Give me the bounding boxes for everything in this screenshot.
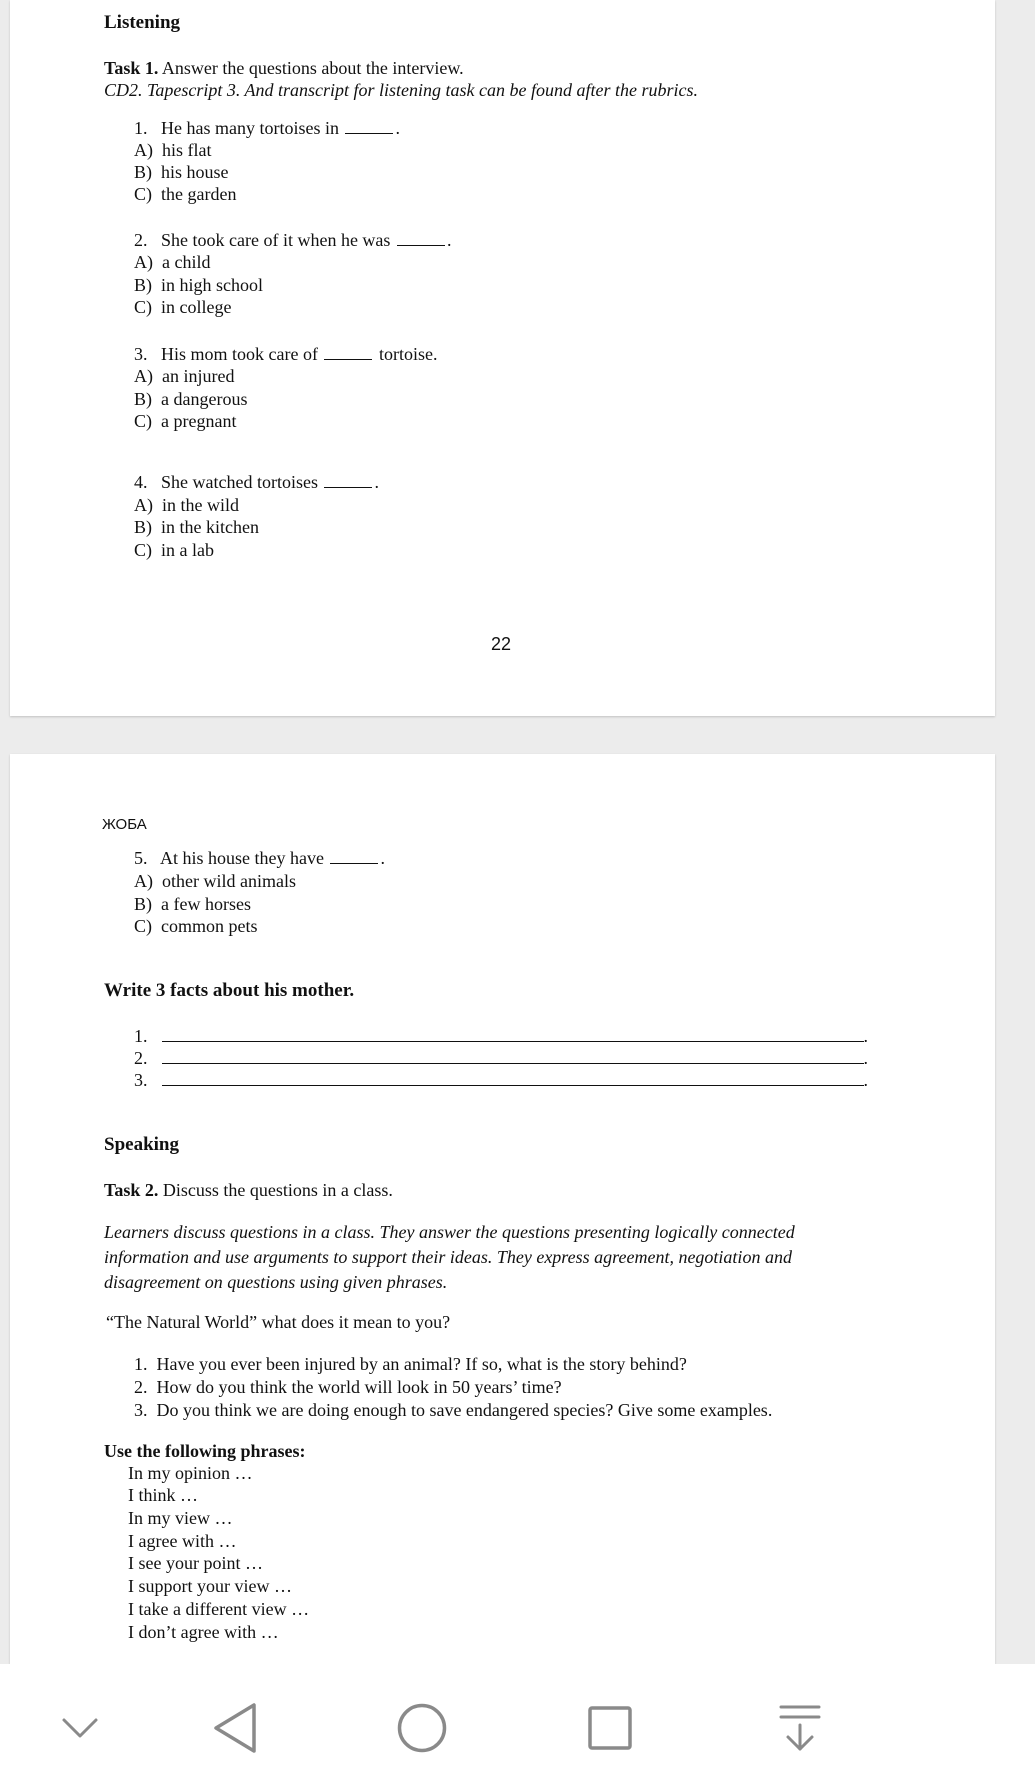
phrase: In my opinion … — [128, 1463, 253, 1483]
recents-square-icon[interactable] — [580, 1664, 640, 1792]
task2-heading — [104, 1180, 393, 1201]
download-icon[interactable] — [770, 1664, 830, 1792]
write-line — [162, 1027, 864, 1042]
option-5b: B) a few horses — [134, 894, 251, 914]
document-page-23 — [10, 754, 995, 1664]
task1-heading — [104, 58, 464, 79]
option-3a: A) an injured — [134, 366, 235, 386]
phrase: In my view … — [128, 1508, 233, 1528]
answer-blank — [324, 345, 372, 360]
task1-label: Task 1. — [104, 58, 159, 78]
option-2a: A) a child — [134, 252, 211, 272]
system-navigation-bar — [0, 1664, 1035, 1792]
header-label: ЖОБА — [102, 816, 147, 833]
task2-description-line-1: Learners discuss questions in a class. They answer the questions presenting logically connected — [104, 1222, 795, 1242]
section-title-listening: Listening — [104, 12, 181, 33]
discussion-question-2: 2. How do you think the world will look in 50 years’ time? — [134, 1377, 562, 1397]
answer-blank — [330, 849, 378, 864]
answer-blank — [345, 119, 393, 134]
section-title-speaking: Speaking — [104, 1134, 179, 1155]
fact-line-2: 2. . — [134, 1048, 868, 1068]
write-line — [162, 1071, 864, 1086]
phrase: I don’t agree with … — [128, 1622, 279, 1642]
page-number: 22 — [491, 634, 512, 654]
discussion-question-1: 1. Have you ever been injured by an animal? If so, what is the story behind? — [134, 1354, 687, 1374]
option-4b: B) in the kitchen — [134, 517, 259, 537]
task1-note: CD2. Tapescript 3. And transcript for listening task can be found after the rubrics. — [104, 80, 698, 100]
discussion-question-3: 3. Do you think we are doing enough to save endangered species? Give some examples. — [134, 1400, 773, 1420]
option-1b: B) his house — [134, 162, 229, 182]
answer-blank — [397, 231, 445, 246]
answer-blank — [324, 473, 372, 488]
option-5c: C) common pets — [134, 916, 258, 936]
option-1a: A) his flat — [134, 140, 212, 160]
option-4a: A) in the wild — [134, 495, 239, 515]
task2-description-line-2: information and use arguments to support their ideas. They express agreement, negotiation and — [104, 1247, 792, 1267]
option-2c: C) in college — [134, 297, 232, 317]
option-1c: C) the garden — [134, 184, 237, 204]
question-4: 4. She watched tortoises . — [134, 472, 379, 492]
task1-text: Answer the questions about the interview. — [161, 58, 464, 78]
question-3: 3. His mom took care of tortoise. — [134, 344, 438, 364]
phrase: I support your view … — [128, 1576, 292, 1596]
task2-text: Discuss the questions in a class. — [162, 1180, 393, 1200]
option-5a: A) other wild animals — [134, 871, 296, 891]
phrase: I see your point … — [128, 1553, 263, 1573]
home-circle-icon[interactable] — [392, 1664, 452, 1792]
option-4c: C) in a lab — [134, 540, 214, 560]
option-3c: C) a pregnant — [134, 411, 237, 431]
chevron-down-icon[interactable] — [50, 1664, 110, 1792]
phrases-title: Use the following phrases: — [104, 1441, 306, 1461]
fact-line-3: 3. . — [134, 1070, 868, 1090]
task2-description-line-3: disagreement on questions using given phrases. — [104, 1272, 448, 1292]
question-5: 5. At his house they have . — [134, 848, 385, 868]
phrase: I take a different view … — [128, 1599, 310, 1619]
option-3b: B) a dangerous — [134, 389, 248, 409]
phrase: I agree with … — [128, 1531, 237, 1551]
back-triangle-icon[interactable] — [205, 1664, 265, 1792]
write-line — [162, 1049, 864, 1064]
fact-line-1: 1. . — [134, 1026, 868, 1046]
phrase: I think … — [128, 1485, 198, 1505]
facts-title: Write 3 facts about his mother. — [104, 980, 355, 1001]
document-page-22 — [10, 0, 995, 716]
question-2: 2. She took care of it when he was . — [134, 230, 452, 250]
task2-label: Task 2. — [104, 1180, 159, 1200]
natural-world-question: “The Natural World” what does it mean to you? — [106, 1312, 451, 1332]
question-1: 1. He has many tortoises in . — [134, 118, 400, 138]
option-2b: B) in high school — [134, 275, 263, 295]
